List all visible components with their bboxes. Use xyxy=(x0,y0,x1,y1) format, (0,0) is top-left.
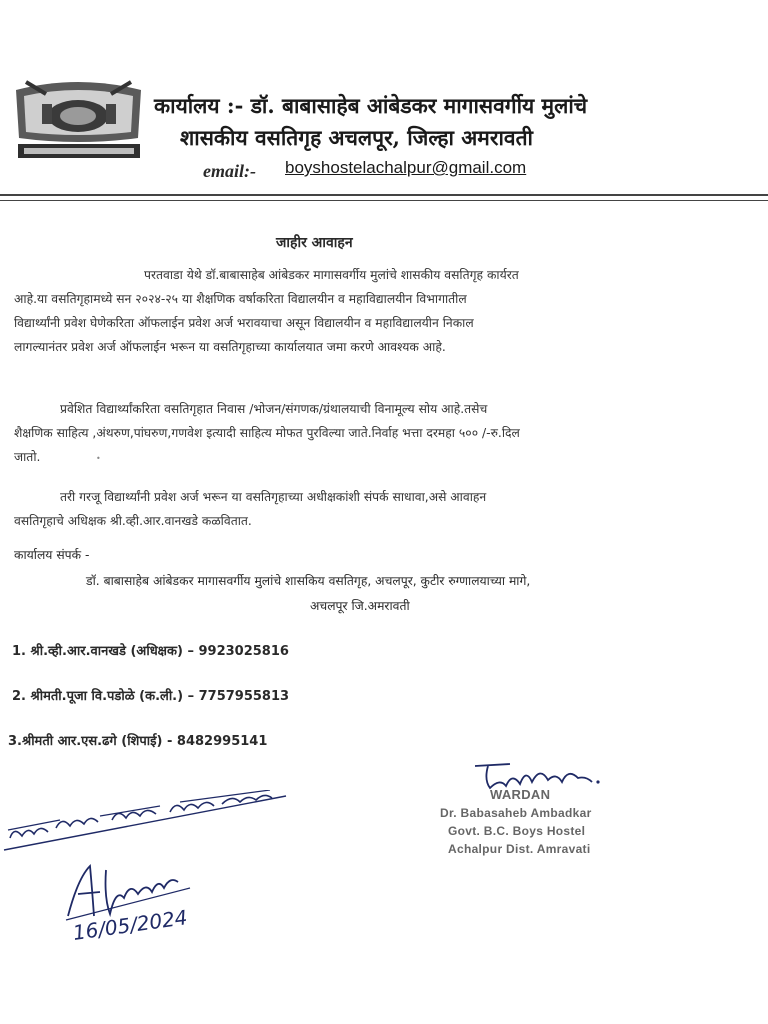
contact-person-3: 3.श्रीमती आर.एस.ढगे (शिपाई) - 8482995141 xyxy=(8,734,268,749)
stamp-line-1: Dr. Babasaheb Ambadkar xyxy=(440,806,592,820)
header-divider-thick xyxy=(0,194,768,196)
svg-text:16/05/2024: 16/05/2024 xyxy=(71,905,189,945)
paragraph-line: विद्यार्थ्यांनी प्रवेश घेणेकरिता ऑफलाईन प्रवेश अर्ज भरावयाचा असून विद्यालयीन व महाविद्यालयीन निकाल xyxy=(14,316,474,330)
office-address-line2: अचलपूर जि.अमरावती xyxy=(310,599,410,613)
paragraph-line: लागल्यानंतर प्रवेश अर्ज ऑफलाईन भरून या वसतिगृहाच्या कार्यालयात जमा करणे आवश्यक आहे. xyxy=(14,340,446,354)
header-divider-thin xyxy=(0,200,768,201)
email-address-link[interactable]: boyshostelachalpur@gmail.com xyxy=(285,158,527,177)
paragraph-line: प्रवेशित विद्यार्थ्यांकरिता वसतिगृहात निवास /भोजन/संगणक/ग्रंथालयाची विनामूल्य सोय आहे.तसेच xyxy=(60,402,488,416)
paragraph-line: तरी गरजू विद्यार्थ्यांनी प्रवेश अर्ज भरून या वसतिगृहाच्या अधीक्षकांशी संपर्क साधावा,असे आवाहन xyxy=(60,490,487,504)
handwritten-initials-and-date xyxy=(60,858,230,948)
paragraph-line: आहे.या वसतिगृहामध्ये सन २०२४-२५ या शैक्षणिक वर्षाकरिता विद्यालयीन व महाविद्यालयीन विभागातील xyxy=(14,292,467,306)
paragraph-line: जातो. xyxy=(14,450,41,464)
office-contact-label: कार्यालय संपर्क - xyxy=(14,548,90,562)
office-address-line1: डॉ. बाबासाहेब आंबेडकर मागासवर्गीय मुलांचे शासकिय वसतिगृह, अचलपूर, कुटीर रुग्णालयाच्या मागे, xyxy=(86,574,531,588)
paper-speck: • xyxy=(96,454,101,463)
stamp-line-2: Govt. B.C. Boys Hostel xyxy=(448,824,586,838)
notice-paragraph-2 xyxy=(14,397,520,469)
notice-paragraph-3 xyxy=(14,485,486,533)
hostel-emblem-logo xyxy=(6,74,151,164)
notice-heading: जाहीर आवाहन xyxy=(276,235,353,251)
stamp-title: WARDAN xyxy=(490,787,551,802)
email-label: email:- xyxy=(203,161,256,181)
contact-person-1: 1. श्री.व्ही.आर.वानखडे (अधिक्षक) – 9923025816 xyxy=(12,644,289,659)
office-title-line1: कार्यालय :- डॉ. बाबासाहेब आंबेडकर मागासवर्गीय मुलांचे xyxy=(154,93,588,118)
handwritten-notice-board-note xyxy=(0,790,290,860)
contact-person-2: 2. श्रीमती.पूजा वि.पडोळे (क.ली.) – 7757955813 xyxy=(12,689,290,704)
office-title-line2: शासकीय वसतिगृह अचलपूर, जिल्हा अमरावती xyxy=(180,125,533,150)
paragraph-line: परतवाडा येथे डॉ.बाबासाहेब आंबेडकर मागासवर्गीय मुलांचे शासकीय वसतिगृह कार्यरत xyxy=(144,268,519,282)
stamp-line-3: Achalpur Dist. Amravati xyxy=(448,842,591,856)
paragraph-line: वसतिगृहाचे अधिक्षक श्री.व्ही.आर.वानखडे कळवितात. xyxy=(14,514,252,528)
paragraph-line: शैक्षणिक साहित्य ,अंथरुण,पांघरुण,गणवेश इत्यादी साहित्य मोफत पुरविल्या जाते.निर्वाह भत्ता दरमहा ५०० /-रु.दिल xyxy=(14,426,520,440)
notice-paragraph-1 xyxy=(14,263,519,359)
